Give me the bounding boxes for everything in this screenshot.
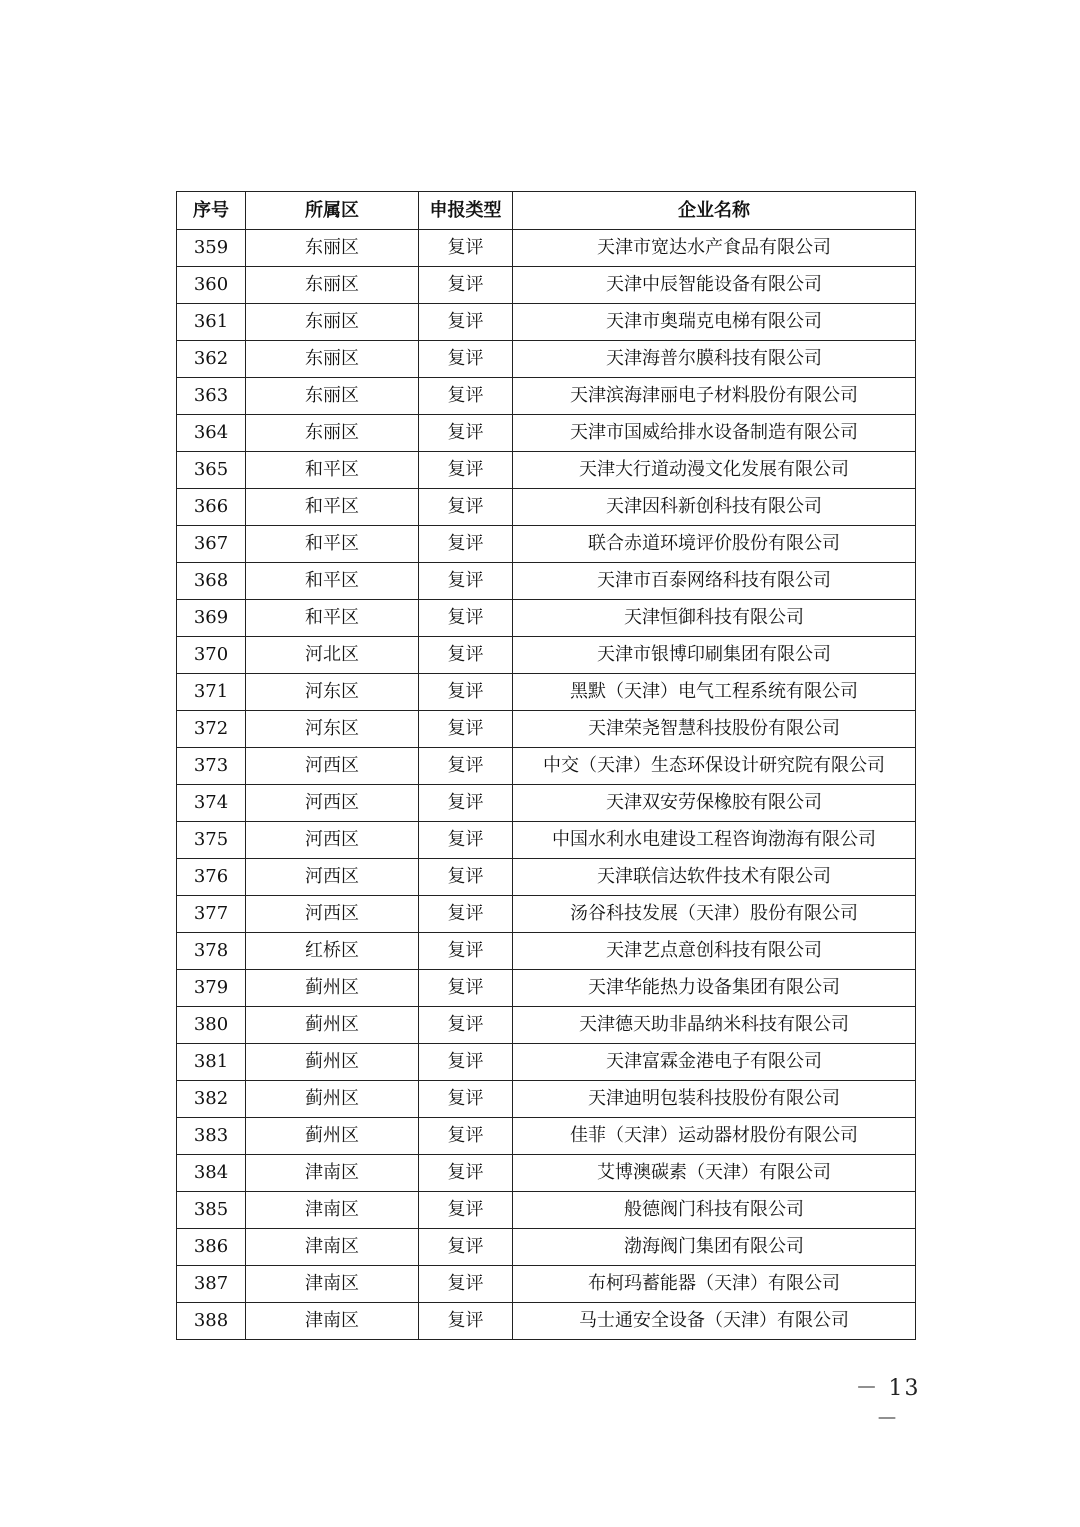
table-row (177, 711, 916, 748)
cell-serial-number: 388 (177, 1303, 246, 1340)
cell-serial-number: 367 (177, 526, 246, 563)
cell-district: 津南区 (246, 1229, 419, 1266)
table-row (177, 563, 916, 600)
cell-application-type: 复评 (419, 1044, 513, 1081)
cell-district: 红桥区 (246, 933, 419, 970)
table-row (177, 1118, 916, 1155)
table-row (177, 452, 916, 489)
cell-district: 和平区 (246, 452, 419, 489)
cell-application-type: 复评 (419, 1007, 513, 1044)
cell-company-name: 联合赤道环境评价股份有限公司 (513, 526, 916, 563)
cell-district: 东丽区 (246, 304, 419, 341)
cell-district: 河西区 (246, 785, 419, 822)
cell-application-type: 复评 (419, 489, 513, 526)
cell-serial-number: 378 (177, 933, 246, 970)
table-row (177, 896, 916, 933)
header-serial-number: 序号 (177, 192, 246, 230)
table-row (177, 415, 916, 452)
cell-application-type: 复评 (419, 267, 513, 304)
table-row (177, 600, 916, 637)
table-row (177, 526, 916, 563)
table-row (177, 1155, 916, 1192)
cell-serial-number: 376 (177, 859, 246, 896)
table-row (177, 1192, 916, 1229)
cell-serial-number: 368 (177, 563, 246, 600)
cell-application-type: 复评 (419, 341, 513, 378)
cell-district: 东丽区 (246, 341, 419, 378)
cell-district: 河西区 (246, 822, 419, 859)
table-row (177, 230, 916, 267)
cell-application-type: 复评 (419, 1081, 513, 1118)
cell-serial-number: 364 (177, 415, 246, 452)
cell-serial-number: 372 (177, 711, 246, 748)
cell-district: 河西区 (246, 748, 419, 785)
table-row (177, 674, 916, 711)
header-application-type: 申报类型 (419, 192, 513, 230)
cell-company-name: 天津富霖金港电子有限公司 (513, 1044, 916, 1081)
cell-company-name: 天津市银博印刷集团有限公司 (513, 637, 916, 674)
cell-company-name: 天津市奥瑞克电梯有限公司 (513, 304, 916, 341)
cell-district: 和平区 (246, 526, 419, 563)
cell-serial-number: 383 (177, 1118, 246, 1155)
header-district: 所属区 (246, 192, 419, 230)
cell-company-name: 黑默（天津）电气工程系统有限公司 (513, 674, 916, 711)
cell-application-type: 复评 (419, 933, 513, 970)
cell-serial-number: 360 (177, 267, 246, 304)
cell-district: 和平区 (246, 600, 419, 637)
cell-company-name: 般德阀门科技有限公司 (513, 1192, 916, 1229)
cell-application-type: 复评 (419, 415, 513, 452)
cell-serial-number: 359 (177, 230, 246, 267)
cell-district: 津南区 (246, 1155, 419, 1192)
cell-company-name: 汤谷科技发展（天津）股份有限公司 (513, 896, 916, 933)
cell-serial-number: 362 (177, 341, 246, 378)
cell-application-type: 复评 (419, 1192, 513, 1229)
cell-serial-number: 373 (177, 748, 246, 785)
cell-application-type: 复评 (419, 1155, 513, 1192)
cell-company-name: 天津华能热力设备集团有限公司 (513, 970, 916, 1007)
cell-serial-number: 370 (177, 637, 246, 674)
table-header-row (177, 192, 916, 230)
cell-application-type: 复评 (419, 748, 513, 785)
cell-serial-number: 375 (177, 822, 246, 859)
table-row (177, 1081, 916, 1118)
cell-serial-number: 380 (177, 1007, 246, 1044)
cell-application-type: 复评 (419, 970, 513, 1007)
table-row (177, 489, 916, 526)
cell-company-name: 天津联信达软件技术有限公司 (513, 859, 916, 896)
cell-serial-number: 387 (177, 1266, 246, 1303)
cell-company-name: 天津艺点意创科技有限公司 (513, 933, 916, 970)
cell-company-name: 天津大行道动漫文化发展有限公司 (513, 452, 916, 489)
table-body (177, 230, 916, 1340)
cell-serial-number: 361 (177, 304, 246, 341)
cell-application-type: 复评 (419, 1229, 513, 1266)
cell-serial-number: 381 (177, 1044, 246, 1081)
cell-serial-number: 363 (177, 378, 246, 415)
cell-district: 蓟州区 (246, 970, 419, 1007)
cell-application-type: 复评 (419, 711, 513, 748)
cell-company-name: 天津市百泰网络科技有限公司 (513, 563, 916, 600)
cell-application-type: 复评 (419, 526, 513, 563)
cell-company-name: 天津恒御科技有限公司 (513, 600, 916, 637)
cell-serial-number: 386 (177, 1229, 246, 1266)
company-list-table (176, 191, 916, 1340)
cell-district: 东丽区 (246, 230, 419, 267)
cell-district: 蓟州区 (246, 1081, 419, 1118)
cell-district: 东丽区 (246, 267, 419, 304)
cell-application-type: 复评 (419, 674, 513, 711)
cell-application-type: 复评 (419, 452, 513, 489)
table-row (177, 267, 916, 304)
table-row (177, 304, 916, 341)
cell-serial-number: 366 (177, 489, 246, 526)
table-row (177, 637, 916, 674)
cell-company-name: 天津市宽达水产食品有限公司 (513, 230, 916, 267)
cell-district: 河北区 (246, 637, 419, 674)
cell-application-type: 复评 (419, 1118, 513, 1155)
cell-serial-number: 369 (177, 600, 246, 637)
cell-serial-number: 377 (177, 896, 246, 933)
cell-application-type: 复评 (419, 822, 513, 859)
cell-district: 津南区 (246, 1303, 419, 1340)
cell-application-type: 复评 (419, 859, 513, 896)
cell-application-type: 复评 (419, 230, 513, 267)
cell-district: 河西区 (246, 896, 419, 933)
cell-application-type: 复评 (419, 378, 513, 415)
cell-application-type: 复评 (419, 637, 513, 674)
table-row (177, 822, 916, 859)
table-row (177, 1229, 916, 1266)
cell-district: 蓟州区 (246, 1118, 419, 1155)
cell-serial-number: 374 (177, 785, 246, 822)
cell-district: 津南区 (246, 1192, 419, 1229)
cell-company-name: 中交（天津）生态环保设计研究院有限公司 (513, 748, 916, 785)
cell-serial-number: 384 (177, 1155, 246, 1192)
cell-serial-number: 365 (177, 452, 246, 489)
table-row (177, 785, 916, 822)
cell-company-name: 马士通安全设备（天津）有限公司 (513, 1303, 916, 1340)
cell-district: 东丽区 (246, 415, 419, 452)
cell-district: 河东区 (246, 674, 419, 711)
cell-application-type: 复评 (419, 785, 513, 822)
cell-district: 蓟州区 (246, 1044, 419, 1081)
cell-company-name: 天津因科新创科技有限公司 (513, 489, 916, 526)
cell-district: 东丽区 (246, 378, 419, 415)
table-row (177, 1266, 916, 1303)
cell-company-name: 天津双安劳保橡胶有限公司 (513, 785, 916, 822)
table-row (177, 970, 916, 1007)
cell-company-name: 中国水利水电建设工程咨询渤海有限公司 (513, 822, 916, 859)
cell-company-name: 天津德天助非晶纳米科技有限公司 (513, 1007, 916, 1044)
cell-district: 河西区 (246, 859, 419, 896)
cell-company-name: 天津中辰智能设备有限公司 (513, 267, 916, 304)
cell-serial-number: 385 (177, 1192, 246, 1229)
table-row (177, 1007, 916, 1044)
table-row (177, 859, 916, 896)
cell-district: 津南区 (246, 1266, 419, 1303)
cell-serial-number: 371 (177, 674, 246, 711)
cell-application-type: 复评 (419, 600, 513, 637)
table-row (177, 748, 916, 785)
cell-company-name: 天津滨海津丽电子材料股份有限公司 (513, 378, 916, 415)
table-row (177, 341, 916, 378)
cell-application-type: 复评 (419, 1303, 513, 1340)
cell-district: 和平区 (246, 563, 419, 600)
cell-serial-number: 382 (177, 1081, 246, 1118)
cell-company-name: 天津海普尔膜科技有限公司 (513, 341, 916, 378)
cell-district: 蓟州区 (246, 1007, 419, 1044)
cell-application-type: 复评 (419, 563, 513, 600)
table-row (177, 1044, 916, 1081)
cell-company-name: 艾博澳碳素（天津）有限公司 (513, 1155, 916, 1192)
table-row (177, 378, 916, 415)
header-company-name: 企业名称 (513, 192, 916, 230)
page-number: － 13 － (855, 1376, 921, 1432)
cell-district: 和平区 (246, 489, 419, 526)
cell-district: 河东区 (246, 711, 419, 748)
cell-company-name: 渤海阀门集团有限公司 (513, 1229, 916, 1266)
cell-company-name: 佳菲（天津）运动器材股份有限公司 (513, 1118, 916, 1155)
cell-company-name: 天津市国威给排水设备制造有限公司 (513, 415, 916, 452)
cell-application-type: 复评 (419, 304, 513, 341)
cell-company-name: 布柯玛蓄能器（天津）有限公司 (513, 1266, 916, 1303)
cell-company-name: 天津迪明包装科技股份有限公司 (513, 1081, 916, 1118)
table-row (177, 1303, 916, 1340)
cell-company-name: 天津荣尧智慧科技股份有限公司 (513, 711, 916, 748)
cell-serial-number: 379 (177, 970, 246, 1007)
cell-application-type: 复评 (419, 1266, 513, 1303)
table-row (177, 933, 916, 970)
cell-application-type: 复评 (419, 896, 513, 933)
